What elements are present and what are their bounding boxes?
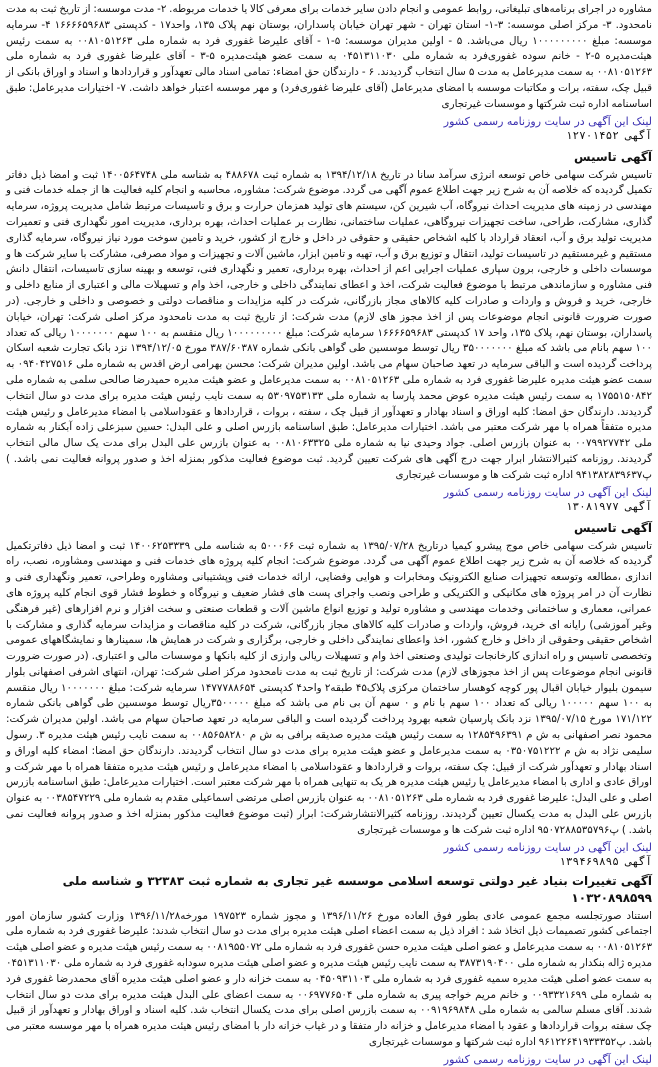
notice-2 (6, 149, 652, 514)
notice-3-body: تاسیس شرکت سهامی خاص موج پیشرو کیمیا درتاریخ ۱۳۹۵/۰۷/۲۸ به شماره ثبت ۵۰۰۰۶۶ به شناسه ملی ۱۴۰۰۶۲۵۳۳۳۹ ثبت و امضا ذیل دفاترتکمیل گردیده که خلاصه آن به شرح زیر جهت اطلاع عموم آگهی می گردد. موضوع شرکت: انجام کلیه پروژه های خدمات فنی و مهندسی ومشاوره، نصب، راه اندازی ،مطالعه وتوسعه تجهیزات صنایع الکترونیک ومخابرات و هوایی وفضایی، ارائه خدمات فنی وپشتیبانی ومشاوره وطراحی، تعمیر ونگهداری فنی و نظارت آن در امر پروژه های مکانیکی و الکتریکی و طراحی ونصب واجرای پست های فشار ضعیف و نیروگاه و خطوط فشار قوی انجام کلیه پروژه های عمرانی، معماری و ساختمانی وخدمات مهندسی و مشاوره تولید و توزیع انواع ماشین آلات و قطعات صنعتی و سخت افزار و نرم افزارهای (غیر فرهنگی وغیر آموزشی) رایانه ای خرید، فروش، واردات و صادرات کلیه کالاهای مجاز بازرگانی، شرکت در کلیه مناقصات و مزایدات سرمایه گذاری و مشارکت با اشخاص حقیقی وحقوقی از داخل و خارج کشور، اخذ واعطای نمایندگی داخلی و خارجی، برگزاری و شرکت در همایش ها، سمینارها و نمایشگاههای عمومی وتخصصی تاسیس و راه اندازی کارخانجات تولیدی وصنعتی اخذ وام و تسهیلات ریالی وارزی از کلیه بانکها و موسسات مالی و اعتباری. (در صورت ضرورت قانونی انجام موضوعات پس از اخذ مجوزهای لازم) مدت شرکت: از تاریخ ثبت به مدت نامحدود مرکز اصلی شرکت: تهران، انتهای اشرفی اصفهانی بلوار سیمون بلیوار خیابان اقبال پور کوچه کوهسار ساختمان مرکزی پلاک۴۵ طبقه۲ واحد۴ کدپستی ۱۴۷۷۷۸۸۶۵۴ سرمایه شرکت: مبلغ ۱۰۰۰۰۰۰۰ ریال منقسم به ۱۰۰ سهم ۱۰۰۰۰۰ ریالی که تعداد ۱۰۰ سهم با نام و ۰ سهم آن بی نام می باشد که مبلغ ۳۵۰۰۰۰۰ریال توسط موسسین طی گواهی بانکی شماره ۱۷۱/۱۲۲ مورخ ۱۳۹۵/۰۷/۱۵ نزد بانک پارسیان شعبه بهرود پرداخت گردیده است و الباقی سرمایه در تعهد صاحبان سهام می باشد. اولین مدیران شرکت: محمود نصر اصفهانی به ش م ۱۲۸۵۴۹۶۳۹۱ به سمت رئیس هیئت مدیره صدیقه برافی به ش م ۰۰۸۵۶۵۸۲۸۰ به سمت نایب رئیس هیئت مدیره ۳. رسول سلیمی نژاد به ش م ۰۳۵۰۷۵۱۲۲۲ به سمت مدیرعامل و عضو هیئت مدیره برای مدت دو سال انتخاب گردیدند. دارندگان حق امضا: امضاء کلیه اوراق و اسناد بهادار و تعهدآور شرکت از قبیل: چک سفته، بروات و قراردادها و عقوداسلامی با امضاء مدیرعامل و رئیس هیئت مدیره متفقا همراه با مهر شرکت و اوراق عادی و اداری با امضاء مدیرعامل یا رئیس هیئت مدیره هر یک به تنهایی همراه با مهر شرکت معتبر است. اختیارات مدیرعامل: طبق اساسنامه بازرس اصلی و علی البدل: علیرضا غفوری فرد به شماره ملی ۰۰۸۱۰۵۱۲۶۳ به عنوان بازرس اصلی مرتضی اسماعیلی مقدم به شماره ملی ۰۰۳۸۵۴۷۲۲۹ به عنوان بازرس علی البدل به مدت یکسال تعیین گردیدند. روزنامه کثیرالانتشارشرکت: ابرار (ثبت موضوع فعالیت مذکور بمنزله اخذ و صدور پروانه فعالیت نمی باشد. ) پ۹۵۰۷۲۸۸۵۳۵۷۹۶ اداره ثبت شرکت ها و موسسات غیرتجاری (6, 539, 653, 836)
notice-2-link[interactable]: لینک این آگهی در سایت روزنامه رسمی کشور (443, 485, 652, 499)
notice-3-title: آگهی تاسیس (573, 520, 652, 535)
notice-3-link[interactable]: لینک این آگهی در سایت روزنامه رسمی کشور (443, 840, 652, 854)
notice-3-code: آگهی ۱۳۹۴۶۹۸۹۵ (559, 854, 652, 868)
notice-2-body: تاسیس شرکت سهامی خاص توسعه انرژی سرآمد سانا در تاریخ ۱۳۹۴/۱۲/۱۸ به شماره ثبت ۴۸۸۶۷۸ به شناسه ملی ۱۴۰۰۵۶۴۷۴۸ ثبت و امضا ذیل دفاتر تکمیل گردیده که خلاصه آن به شرح زیر جهت اطلاع عموم آگهی می گردد. موضوع شرکت: مشاوره، محاسبه و انجام کلیه فعالیت ها از جمله خدمات فنی و مهندسی در زمینه های مدیریت احداث نیروگاه، آب شیرین کن، سیستم های تولید همزمان حرارت و برق و تاسیسات مرتبط شامل مدیریت پروژه، سرمایه گذاری، مشارکت، طراحی، ساخت تجهیزات نیروگاهی، عملیات ساختمانی، نظارت بر عملیات احداث، بهره برداری، مدیریت امور نگهداری فنی و تعمیرات مدیریت تولید برق و آب، انعقاد قرارداد با کلیه اشخاص حقیقی و حقوقی در داخل و خارج از کشور، خرید و تامین سوخت مورد نیاز نیروگاه، سرمایه گذاری مستقیم و غیرمستقیم در تاسیسات تولید، انتقال و توزیع برق و آب، تهیه و تامین ابزار، ماشین آلات و تجهیزات و مواد مصرفی، مشارکت با سایر شرکت ها و موسسات داخلی و خارجی، برون سپاری عملیات اجرایی اعم از احداث، بهره برداری، تعمیر و نگهداری فنی، توسعه و بهینه سازی تاسیسات، انتقال دانش فنی مشاوره و سازماندهی مرتبط با موضوع فعالیت شرکت، اخذ و اعطای نمایندگی داخلی و خارجی، اخذ وام و تسهیلات مالی و اعتباری از منابع داخلی و خارجی، خرید و فروش و واردات و صادرات کلیه کالاهای مجاز بازرگانی، شرکت در کلیه مزایدات و مناقصات دولتی و خصوصی و داخلی و خارجی. (در صورت ضرورت قانونی انجام موضوعات پس از اخذ مجوز های لازم) مدت شرکت: از تاریخ ثبت به مدت نامحدود مرکز اصلی شرکت: تهران، خیابان پاسداران، بوستان نهم، پلاک ۱۳۵، واحد ۱۷ کدپستی ۱۶۶۶۶۵۹۶۸۳ سرمایه شرکت: مبلغ ۱۰۰۰۰۰۰۰۰۰ ریال منقسم به ۱۰۰ سهم ۱۰۰۰۰۰۰۰ ریالی که تعداد ۱۰۰ سهم بانام می باشد که مبلغ ۳۵۰۰۰۰۰۰۰ ریال توسط موسسین طی گواهی بانکی شماره ۳۸۷/۶۰۳۸۷ مورخ ۱۳۹۴/۱۲/۰۵ نزد بانک تجارت شعبه اسکان پرداخت گردیده است و الباقی سرمایه در تعهد صاحبان سهام می باشد. اولین مدیران شرکت: محسن بهرامی ارض اقدس به شماره ملی ۰۹۴۰۴۲۷۵۱۶ به سمت عضو هیئت مدیره علیرضا غفوری فرد به شماره ملی ۰۰۸۱۰۵۱۲۶۳ به سمت مدیرعامل و عضو هیئت مدیره حمیدرضا صالحی سلمی به شماره ملی ۱۷۵۵۱۵۰۸۴۲ به سمت رئیس هیئت مدیره عوض محمد پارسا به شماره ملی ۵۳۰۹۷۵۳۱۳۳ به سمت نایب رئیس هیئت مدیره برای مدت دو سال انتخاب گردیدند. دارندگان حق امضا: کلیه اوراق و اسناد بهادار و تعهدآور از قبیل چک ، سفته ، بروات ، قراردادها و عقوداسلامی با امضاء مدیرعامل و رئیس هیئت مدیره متفقاً همراه با مهر شرکت معتبر می باشد. اختیارات مدیرعامل: طبق اساسنامه بازرس اصلی و علی البدل: حسین سبزعلی زاده آبکنار به شماره ملی ۰۰۷۹۹۲۷۷۴۲ به عنوان بازرس اصلی. جواد وحیدی نیا به شماره ملی ۰۰۸۱۰۶۳۳۲۵ به عنوان بازرس علی البدل برای مدت یک سال مالی انتخاب گردیدند. روزنامه کثیرالانتشار ابرار جهت درج آگهی های شرکت تعیین گردید. ثبت موضوع فعالیت مذکور بمنزله اخذ و صدور پروانه فعالیت نمی باشد. ) پ۹۴۱۳۸۲۸۳۹۶۳۷ اداره ثبت شرکت ها و موسسات غیرتجاری (6, 168, 653, 481)
notice-4-link[interactable]: لینک این آگهی در سایت روزنامه رسمی کشور (443, 1052, 652, 1066)
notice-1-code: آگهی ۱۲۷۰۱۴۵۲ (565, 128, 652, 142)
notice-4 (6, 873, 652, 1067)
notice-2-code: آگهی ۱۳۰۸۱۹۷۷ (565, 499, 652, 513)
notice-1-link[interactable]: لینک این آگهی در سایت روزنامه رسمی کشور (443, 114, 652, 128)
notice-1-body: مشاوره در اجرای برنامه‌های تبلیغاتی، روابط عمومی و انجام دادن سایر خدمات برای معرفی کالا یا خدمات مربوطه. ۲- مدت موسسه: از تاریخ ثبت به مدت نامحدود. ۳- مرکز اصلی موسسه: ۳-۱- استان تهران - شهر تهران خیابان پاسداران، بوستان نهم پلاک ۱۳۵، واحد۱۷ - کدپستی ۱۶۶۶۶۵۹۶۸۳ ۴- سرمایه موسسه: مبلغ ۱۰۰۰۰۰۰۰۰۰ ریال می‌باشد. ۵ - اولین مدیران موسسه: ۵-۱ - آقای علیرضا غفوری فرد به شماره ملی ۰۰۸۱۰۵۱۲۶۳ به سمت رئیس هیئت‌مدیره ۵-۲ - خانم سوده غفوری‌فرد به شماره ملی ۰۴۵۱۳۱۱۰۳۰ به سمت عضو هیئت‌مدیره ۵-۳ - آقای علیرضا غفوری فرد به شماره ملی ۰۰۸۱۰۵۱۲۶۳ به سمت مدیرعامل به مدت ۵ سال انتخاب گردیدند. ۶ - دارندگان حق امضاء: تمامی اسناد مالی تعهدآور و قراردادها و اسناد و اوراق بانکی از قبیل چک، سفته، برات و مکاتبات موسسه با امضای مدیرعامل (آقای علیرضا غفوری‌فرد) و مهر موسسه اعتبار خواهد داشت. ۷- اختیارات مدیرعامل: طبق اساسنامه اداره ثبت شرکتها و موسسات غیرتجاری (6, 3, 653, 110)
notice-4-body: استناد صورتجلسه مجمع عمومی عادی بطور فوق العاده مورخ ۱۳۹۶/۱۱/۲۶ و مجوز شماره ۱۹۷۵۲۳ مورخه۱۳۹۶/۱۱/۲۸ وزارت کشور سازمان امور اجتماعی کشور تصمیمات ذیل اتخاذ شد : افراد ذیل به سمت اعضاء اصلی هیئت مدیره برای مدت دو سال انتخاب شدند: علیرضا غفوری فرد به شماره ملی ۰۰۸۱۰۵۱۲۶۳ به سمت مدیرعامل و عضو اصلی هیئت مدیره حسن غفوری فرد به شماره ملی ۰۰۸۱۹۵۵۰۷۲ به سمت رئیس هیئت مدیره و عضو اصلی هیئت مدیره ژاله بنکدار به شماره ملی ۳۸۷۳۱۹۰۴۰۰ به سمت نایب رئیس هیئت مدیره و عضو اصلی هیئت مدیره سودابه غفوری فرد به شماره ملی ۰۴۵۱۳۱۱۰۳۰ به سمت عضو اصلی هیئت مدیره سمیه غفوری فرد به شماره ملی ۰۴۵۰۹۳۱۱۰۳ به سمت خزانه دار و عضو اصلی هیئت مدیره آقای محمدرضا غفوری فرد به شماره ملی ۰۰۹۳۳۲۱۶۹۹ و خانم مریم خواجه پیری به شماره ملی ۰۰۶۹۷۷۶۵۰۴ به سمت اعضای علی البدل هیئت مدیره برای مدت دو سال انتخاب شدند. آقای مسلم سالمی به شماره ملی ۰۰۹۱۹۶۹۸۴۸ به سمت بازرس اصلی برای مدت یکسال انتخاب شد. کلیه اسناد و اوراق بهادار و تعهدآور از قبیل چک سفته بروات قراردادها و عقود با امضاء مدیرعامل و خزانه دار متفقا و در غیاب خزانه دار با امضای رئیس هیئت مدیره همراه با مهر موسسه معتبر می باشد. پ۹۶۱۲۲۶۴۱۹۳۳۳۵۲ اداره ثبت شرکتها و موسسات غیرتجاری (6, 909, 653, 1049)
notice-3 (6, 520, 652, 869)
notice-4-title: آگهی تغییرات بنیاد غیر دولتی توسعه اسلامی موسسه غیر تجاری به شماره ثبت ۳۲۳۸۳ و شناسه ملی ۱۰۳۲۰۸۹۸۵۹۹ (62, 873, 652, 905)
notice-2-title: آگهی تاسیس (573, 149, 652, 164)
notice-1 (6, 2, 652, 143)
